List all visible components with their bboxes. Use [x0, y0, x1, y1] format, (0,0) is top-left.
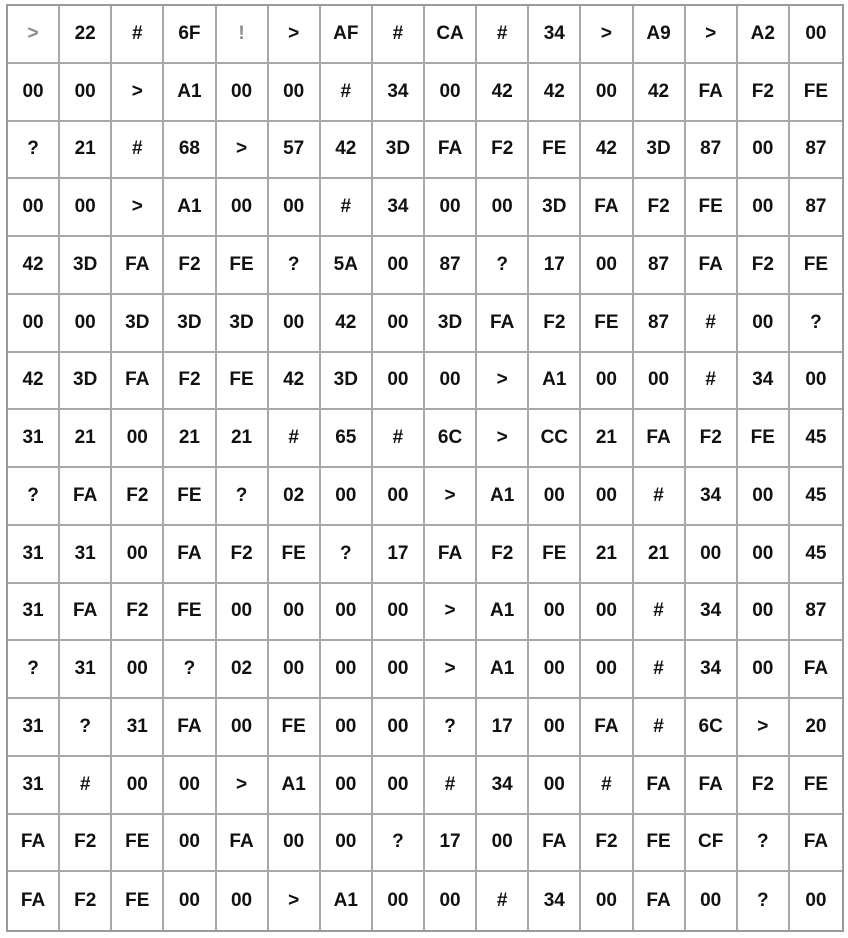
hex-cell: A9: [634, 6, 686, 64]
hex-cell: F2: [217, 526, 269, 584]
hex-cell: 02: [217, 641, 269, 699]
hex-cell: 34: [686, 641, 738, 699]
hex-cell: 3D: [164, 295, 216, 353]
hex-cell: FA: [477, 295, 529, 353]
hex-cell: F2: [477, 122, 529, 180]
hex-cell: FA: [686, 64, 738, 122]
hex-cell: 42: [477, 64, 529, 122]
hex-cell: 00: [738, 179, 790, 237]
hex-cell: #: [112, 6, 164, 64]
hex-cell: 00: [8, 64, 60, 122]
hex-cell: #: [60, 757, 112, 815]
hex-cell: 00: [321, 699, 373, 757]
hex-cell: 17: [477, 699, 529, 757]
hex-cell: 00: [805, 890, 827, 912]
hex-cell: 00: [112, 757, 164, 815]
hex-cell: AF: [321, 6, 373, 64]
hex-cell: #: [373, 6, 425, 64]
hex-cell: 00: [217, 64, 269, 122]
hex-cell: ?: [477, 237, 529, 295]
hex-cell: ?: [217, 468, 269, 526]
hex-cell: FE: [529, 526, 581, 584]
hex-cell: >: [112, 179, 164, 237]
hex-cell: #: [634, 468, 686, 526]
hex-cell: 42: [529, 64, 581, 122]
hex-cell: 45: [790, 526, 842, 584]
hex-cell: 3D: [634, 122, 686, 180]
hex-cell: 00: [269, 815, 321, 873]
hex-cell: 87: [686, 122, 738, 180]
hex-cell: 00: [269, 179, 321, 237]
hex-cell: FA: [60, 468, 112, 526]
hex-cell: !: [217, 6, 269, 64]
hex-cell: 21: [581, 526, 633, 584]
hex-cell: 42: [8, 353, 60, 411]
hex-cell: 5A: [321, 237, 373, 295]
hex-cell: 6C: [686, 699, 738, 757]
hex-cell: 87: [790, 122, 842, 180]
hex-cell: FA: [634, 757, 686, 815]
hex-cell: 00: [790, 6, 842, 64]
hex-cell: 34: [738, 353, 790, 411]
hex-cell: FA: [529, 815, 581, 873]
hex-cell: 00: [425, 353, 477, 411]
hex-cell: 00: [8, 295, 60, 353]
hex-cell: 00: [373, 872, 425, 930]
hex-cell: #: [686, 353, 738, 411]
hex-cell: 00: [269, 641, 321, 699]
hex-cell: >: [738, 699, 790, 757]
hex-cell: A1: [164, 179, 216, 237]
hex-cell: 87: [425, 237, 477, 295]
hex-cell: 00: [425, 64, 477, 122]
hex-cell: 00: [790, 353, 842, 411]
hex-cell: 87: [634, 237, 686, 295]
hex-cell: 00: [269, 295, 321, 353]
hex-cell: FA: [60, 584, 112, 642]
hex-cell: ?: [269, 237, 321, 295]
hex-cell: FA: [790, 815, 842, 873]
hex-cell: 00: [269, 584, 321, 642]
hex-cell: A1: [164, 64, 216, 122]
hex-grid-table: [6, 4, 844, 932]
hex-cell: >: [425, 641, 477, 699]
hex-cell: #: [477, 6, 529, 64]
hex-cell: 00: [373, 757, 425, 815]
hex-cell: 00: [529, 641, 581, 699]
hex-cell: >: [425, 584, 477, 642]
hex-cell: 00: [112, 526, 164, 584]
hex-cell: A1: [529, 353, 581, 411]
hex-cell: FE: [269, 699, 321, 757]
hex-cell: 42: [321, 295, 373, 353]
hex-cell: 00: [738, 122, 790, 180]
hex-cell: 17: [529, 237, 581, 295]
hex-cell: 6F: [164, 6, 216, 64]
hex-cell: FE: [790, 757, 842, 815]
hex-cell: 00: [373, 295, 425, 353]
hex-cell: 00: [738, 526, 790, 584]
hex-cell: 42: [8, 237, 60, 295]
hex-cell: FE: [217, 237, 269, 295]
hex-cell: 45: [790, 410, 842, 468]
hex-cell: >: [477, 353, 529, 411]
hex-cell: #: [686, 295, 738, 353]
hex-cell: ?: [164, 641, 216, 699]
hex-cell: 00: [164, 815, 216, 873]
hex-cell: 34: [477, 757, 529, 815]
hex-cell: 3D: [60, 353, 112, 411]
hex-cell: 21: [634, 526, 686, 584]
hex-cell: FE: [112, 815, 164, 873]
hex-cell: FE: [686, 179, 738, 237]
hex-cell: 00: [373, 699, 425, 757]
hex-cell: FA: [581, 699, 633, 757]
hex-cell: FA: [112, 353, 164, 411]
hex-cell: FE: [790, 64, 842, 122]
hex-cell: >: [269, 6, 321, 64]
hex-cell: #: [425, 757, 477, 815]
hex-cell: 3D: [217, 295, 269, 353]
hex-cell: >: [269, 872, 321, 930]
hex-cell: 00: [112, 410, 164, 468]
hex-cell: 00: [321, 757, 373, 815]
hex-cell: 17: [373, 526, 425, 584]
hex-cell: 34: [373, 64, 425, 122]
hex-cell: A1: [477, 584, 529, 642]
hex-cell: 00: [217, 699, 269, 757]
hex-cell: 00: [321, 584, 373, 642]
hex-cell: 00: [269, 64, 321, 122]
hex-cell: >: [217, 122, 269, 180]
hex-cell: ?: [8, 468, 60, 526]
hex-cell: 00: [581, 353, 633, 411]
hex-cell: F2: [634, 179, 686, 237]
hex-cell: F2: [112, 468, 164, 526]
hex-cell: >: [425, 468, 477, 526]
hex-cell: 00: [321, 641, 373, 699]
hex-cell: 00: [112, 641, 164, 699]
hex-cell: ?: [60, 699, 112, 757]
hex-cell: 42: [634, 64, 686, 122]
hex-cell: 3D: [425, 295, 477, 353]
hex-cell: 00: [529, 468, 581, 526]
hex-cell: FA: [790, 641, 842, 699]
hex-cell: A1: [477, 641, 529, 699]
hex-cell: A2: [738, 6, 790, 64]
hex-cell: 00: [738, 641, 790, 699]
hex-cell: 65: [321, 410, 373, 468]
hex-cell: F2: [60, 815, 112, 873]
hex-cell: 00: [686, 872, 738, 930]
hex-cell: FA: [634, 872, 686, 930]
hex-cell: F2: [477, 526, 529, 584]
hex-cell: 00: [686, 526, 738, 584]
hex-cell: 31: [8, 699, 60, 757]
hex-cell: F2: [738, 64, 790, 122]
hex-cell: 21: [581, 410, 633, 468]
hex-cell: FA: [686, 237, 738, 295]
hex-cell: ?: [738, 815, 790, 873]
hex-cell: F2: [164, 237, 216, 295]
hex-cell: FE: [790, 237, 842, 295]
hex-cell: CA: [425, 6, 477, 64]
hex-cell: 00: [373, 353, 425, 411]
hex-cell: 34: [373, 179, 425, 237]
hex-cell: 87: [790, 584, 842, 642]
hex-cell: 00: [425, 872, 477, 930]
hex-cell: #: [321, 64, 373, 122]
hex-cell: 00: [581, 64, 633, 122]
hex-cell: 87: [790, 179, 842, 237]
hex-cell: 42: [269, 353, 321, 411]
hex-cell: 00: [60, 64, 112, 122]
hex-cell: 31: [8, 584, 60, 642]
hex-cell: A1: [321, 872, 373, 930]
hex-cell: 00: [581, 584, 633, 642]
hex-cell: 20: [790, 699, 842, 757]
hex-cell: 00: [321, 468, 373, 526]
hex-cell: FE: [164, 584, 216, 642]
hex-cell: A1: [269, 757, 321, 815]
hex-cell: 00: [164, 757, 216, 815]
hex-cell: 31: [8, 410, 60, 468]
hex-cell: 00: [373, 468, 425, 526]
hex-cell: 00: [738, 295, 790, 353]
hex-cell: FE: [112, 872, 164, 930]
hex-cell: ?: [790, 295, 842, 353]
hex-cell: #: [373, 410, 425, 468]
hex-cell: 3D: [112, 295, 164, 353]
hex-cell: 00: [217, 584, 269, 642]
hex-cell: 68: [164, 122, 216, 180]
hex-cell: >: [217, 757, 269, 815]
hex-cell: 31: [60, 526, 112, 584]
hex-cell: 3D: [373, 122, 425, 180]
hex-cell: F2: [164, 353, 216, 411]
hex-cell: F2: [581, 815, 633, 873]
hex-cell: 00: [581, 641, 633, 699]
hex-cell: A1: [477, 468, 529, 526]
hex-cell: 31: [8, 757, 60, 815]
hex-cell: >: [477, 410, 529, 468]
hex-cell: FE: [634, 815, 686, 873]
hex-cell: ?: [738, 872, 790, 930]
hex-cell: 00: [581, 872, 633, 930]
hex-cell: 34: [686, 584, 738, 642]
hex-cell: CF: [686, 815, 738, 873]
hex-cell: 00: [60, 179, 112, 237]
hex-cell: 00: [738, 468, 790, 526]
hex-cell: ?: [8, 641, 60, 699]
hex-cell: FA: [8, 872, 60, 930]
hex-cell: 21: [60, 122, 112, 180]
hex-cell: 42: [581, 122, 633, 180]
hex-cell: 00: [373, 584, 425, 642]
hex-cell: FA: [581, 179, 633, 237]
hex-cell: 34: [529, 872, 581, 930]
hex-cell: #: [634, 641, 686, 699]
hex-cell: FA: [164, 526, 216, 584]
hex-cell: 00: [321, 815, 373, 873]
hex-cell: #: [634, 584, 686, 642]
hex-cell: #: [634, 699, 686, 757]
hex-cell: 57: [269, 122, 321, 180]
hex-cell: 00: [8, 179, 60, 237]
hex-cell: 00: [373, 641, 425, 699]
hex-cell: FA: [425, 526, 477, 584]
hex-cell: #: [581, 757, 633, 815]
hex-cell: FA: [217, 815, 269, 873]
hex-cell: #: [477, 872, 529, 930]
hex-cell: 42: [321, 122, 373, 180]
hex-cell: 00: [529, 699, 581, 757]
hex-cell: 00: [581, 237, 633, 295]
hex-cell: FE: [269, 526, 321, 584]
hex-cell: 00: [477, 179, 529, 237]
hex-cell: #: [269, 410, 321, 468]
hex-cell: 3D: [60, 237, 112, 295]
hex-cell: 02: [269, 468, 321, 526]
hex-cell: 45: [790, 468, 842, 526]
hex-cell: FA: [686, 757, 738, 815]
hex-cell: >: [112, 64, 164, 122]
hex-cell: FE: [217, 353, 269, 411]
hex-cell: 34: [686, 468, 738, 526]
hex-cell: F2: [112, 584, 164, 642]
hex-cell: 34: [529, 6, 581, 64]
hex-cell: ?: [8, 122, 60, 180]
hex-cell: ?: [373, 815, 425, 873]
hex-cell: 31: [60, 641, 112, 699]
hex-cell: 00: [529, 757, 581, 815]
hex-cell: 21: [164, 410, 216, 468]
hex-cell: >: [686, 6, 738, 64]
hex-cell: FE: [529, 122, 581, 180]
hex-cell: F2: [738, 237, 790, 295]
hex-cell: FA: [425, 122, 477, 180]
hex-cell: 00: [477, 815, 529, 873]
hex-cell: F2: [738, 757, 790, 815]
hex-cell: 00: [634, 353, 686, 411]
hex-cell: 31: [112, 699, 164, 757]
hex-cell: #: [112, 122, 164, 180]
hex-cell: FE: [738, 410, 790, 468]
hex-cell: FA: [164, 699, 216, 757]
hex-cell: F2: [686, 410, 738, 468]
hex-cell: FA: [8, 815, 60, 873]
hex-cell: 21: [217, 410, 269, 468]
hex-cell: CC: [529, 410, 581, 468]
hex-cell: 00: [164, 872, 216, 930]
hex-cell: 22: [60, 6, 112, 64]
hex-cell: 00: [217, 179, 269, 237]
hex-cell: FA: [112, 237, 164, 295]
hex-cell: 00: [60, 295, 112, 353]
hex-cell: 00: [217, 872, 269, 930]
hex-cell: >: [8, 6, 60, 64]
hex-cell: 3D: [529, 179, 581, 237]
hex-cell: #: [321, 179, 373, 237]
hex-cell: 00: [738, 584, 790, 642]
hex-cell: ?: [425, 699, 477, 757]
hex-cell: >: [581, 6, 633, 64]
hex-cell: 00: [529, 584, 581, 642]
hex-cell: ?: [321, 526, 373, 584]
hex-cell: 87: [634, 295, 686, 353]
hex-cell: F2: [529, 295, 581, 353]
hex-cell: 6C: [425, 410, 477, 468]
hex-cell: FE: [164, 468, 216, 526]
hex-cell: F2: [60, 872, 112, 930]
hex-cell: 31: [8, 526, 60, 584]
hex-cell: 21: [60, 410, 112, 468]
hex-cell: 00: [581, 468, 633, 526]
hex-cell: FA: [634, 410, 686, 468]
hex-cell: FE: [581, 295, 633, 353]
hex-cell: 17: [425, 815, 477, 873]
hex-cell: 3D: [321, 353, 373, 411]
hex-cell: 00: [373, 237, 425, 295]
hex-cell: 00: [425, 179, 477, 237]
